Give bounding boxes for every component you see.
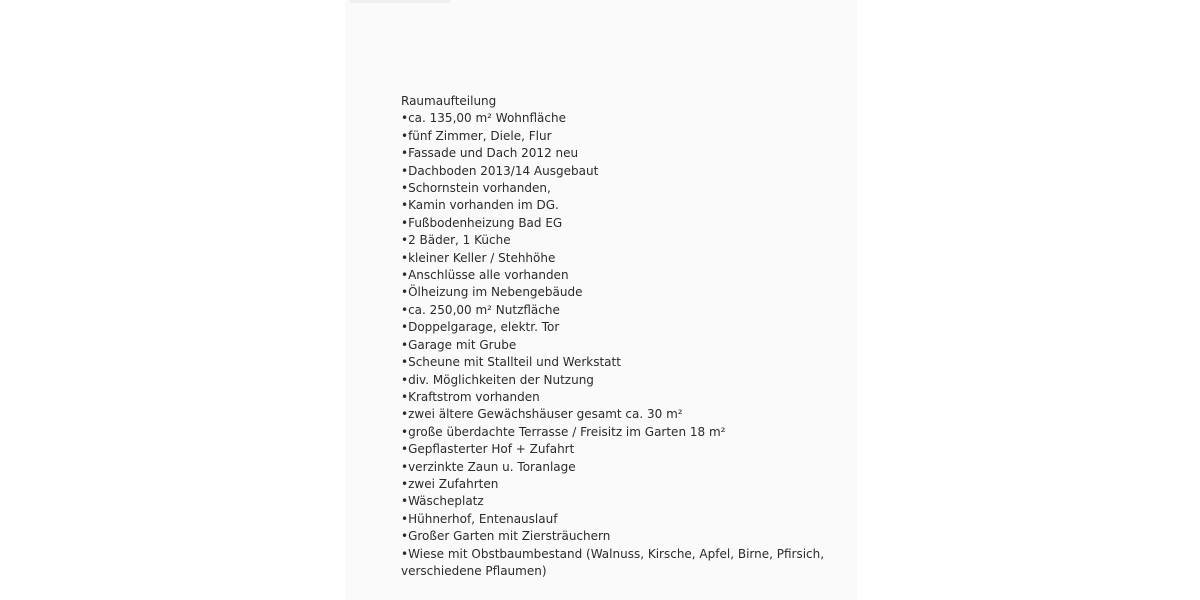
list-item: •Gepflasterter Hof + Zufahrt [401, 442, 575, 457]
list-item: •große überdachte Terrasse / Freisitz im Garten 18 m² [401, 424, 726, 439]
list-item: •verzinkte Zaun u. Toranlage [401, 459, 576, 474]
list-item: •fünf Zimmer, Diele, Flur [401, 128, 552, 143]
list-item: •Wäscheplatz [401, 494, 484, 509]
list-item: •Anschlüsse alle vorhanden [401, 268, 569, 283]
list-item: •Fassade und Dach 2012 neu [401, 146, 579, 161]
list-item: •Kraftstrom vorhanden [401, 389, 540, 404]
list-item: •Garage mit Grube [401, 337, 517, 352]
list-item: •kleiner Keller / Stehhöhe [401, 250, 556, 265]
list-item: •Fußbodenheizung Bad EG [401, 215, 563, 230]
list-item: •Ölheizung im Nebengebäude [401, 285, 583, 300]
list-item: •ca. 135,00 m² Wohnfläche [401, 111, 566, 126]
list-item: •Hühnerhof, Entenauslauf [401, 511, 558, 526]
listing-description-card [345, 0, 857, 600]
list-item: •Wiese mit Obstbaumbestand (Walnuss, Kirsche, Apfel, Birne, Pfirsich, verschiedene Pflaumen) [401, 546, 825, 578]
list-item: •zwei Zufahrten [401, 476, 499, 491]
list-item: •Doppelgarage, elektr. Tor [401, 320, 560, 335]
card-top-divider [350, 0, 450, 3]
list-item: •ca. 250,00 m² Nutzfläche [401, 302, 560, 317]
feature-list [401, 110, 831, 580]
list-item: •Großer Garten mit Ziersträuchern [401, 529, 611, 544]
list-item: •2 Bäder, 1 Küche [401, 233, 511, 248]
description-heading: Raumaufteilung [401, 94, 497, 108]
list-item: •zwei ältere Gewächshäuser gesamt ca. 30 m² [401, 407, 683, 422]
list-item: •Schornstein vorhanden, [401, 181, 551, 196]
list-item: •Dachboden 2013/14 Ausgebaut [401, 163, 599, 178]
listing-description [401, 93, 831, 580]
list-item: •div. Möglichkeiten der Nutzung [401, 372, 594, 387]
list-item: •Scheune mit Stallteil und Werkstatt [401, 355, 621, 370]
list-item: •Kamin vorhanden im DG. [401, 198, 559, 213]
